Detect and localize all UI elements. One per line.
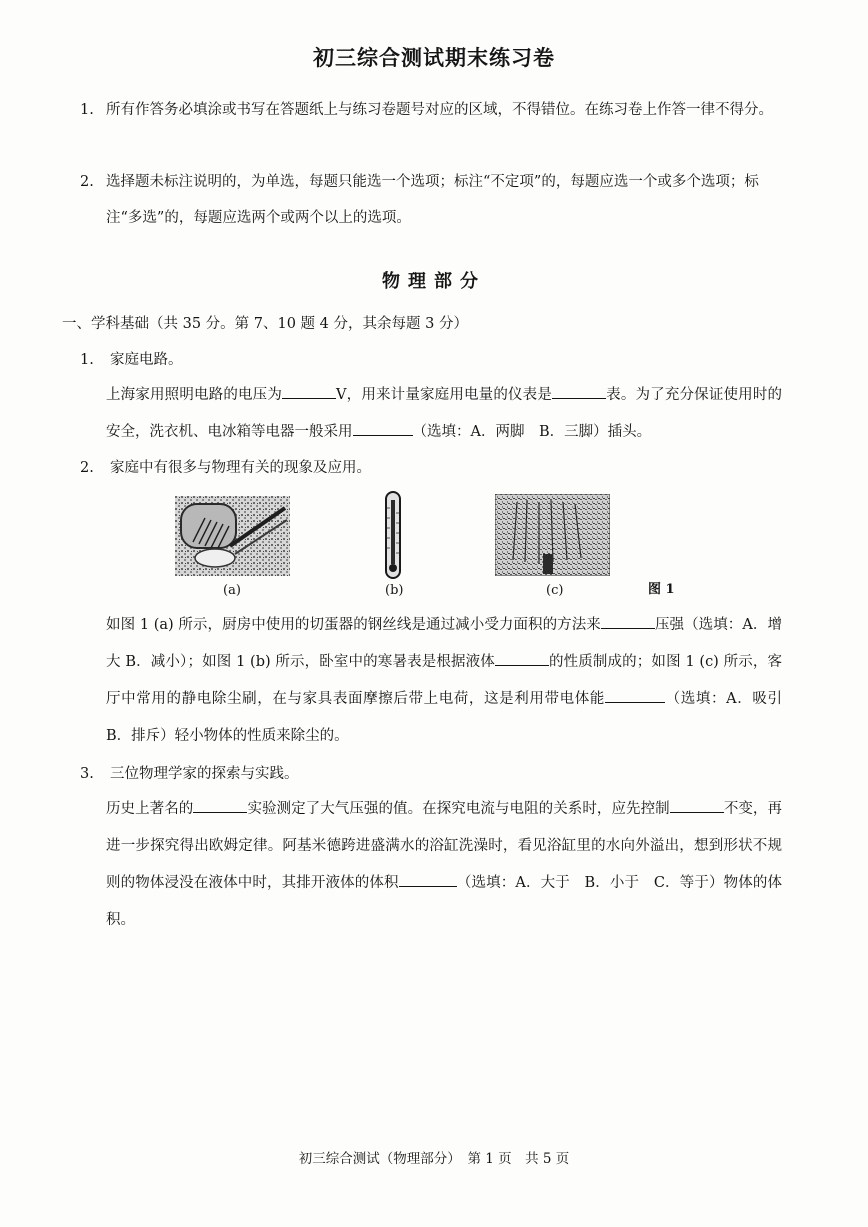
exam-title: 初三综合测试期末练习卷	[313, 45, 555, 70]
answer-blank[interactable]	[353, 421, 413, 436]
question-text: （选填：A．吸引 B．排斥）轻小物体的性质来除尘的。	[106, 691, 797, 744]
answer-blank[interactable]	[193, 798, 247, 813]
question-2-body	[106, 607, 797, 755]
page-footer: 初三综合测试（物理部分） 第 1 页 共 5 页	[298, 1151, 570, 1167]
question-number: 3.	[80, 766, 94, 782]
egg-slicer-image	[175, 496, 290, 576]
question-title: 家庭电路。	[110, 352, 183, 368]
question-1-label	[80, 348, 183, 372]
thermometer-image	[383, 490, 403, 580]
answer-blank[interactable]	[282, 384, 336, 399]
question-text: 上海家用照明电路的电压为	[106, 387, 283, 403]
question-text: 压强（选填：A．增大 B．减小）；如图 1 (b) 所示，卧室中的寒暑表是根据液体	[106, 617, 782, 670]
question-text: 的性质制成的；如图 1 (c) 所示，客厅中常用的静电除尘刷，在与家具表面摩擦后带上电荷，这是利用带电体能	[106, 654, 782, 707]
question-text: （选填：A．大于 B．小于 C．等于）物体的体积。	[106, 875, 782, 928]
answer-blank[interactable]	[605, 688, 665, 703]
instruction-text: 选择题未标注说明的，为单选，每题只能选一个选项；标注“不定项”的，每题应选一个或多个选项；标注“多选”的，每题应选两个或两个以上的选项。	[106, 174, 759, 226]
instruction-1	[80, 92, 790, 128]
question-3-label	[80, 762, 299, 786]
section-title: 物理部分	[382, 271, 486, 292]
part-heading: 一、学科基础（共 35 分。第 7、10 题 4 分，其余每题 3 分）	[62, 316, 468, 332]
question-text: （选填：A．两脚 B．三脚）插头。	[412, 424, 652, 440]
instruction-text: 所有作答务必填涂或书写在答题纸上与练习卷题号对应的区域，不得错位。在练习卷上作答一律不得分。	[106, 102, 773, 118]
question-text: 历史上著名的	[106, 801, 194, 817]
question-title: 家庭中有很多与物理有关的现象及应用。	[110, 460, 371, 476]
question-3-body	[106, 791, 782, 939]
question-text: 如图 1 (a) 所示，厨房中使用的切蛋器的钢丝线是通过减小受力面积的方法来	[106, 617, 601, 633]
answer-blank[interactable]	[670, 798, 724, 813]
question-title: 三位物理学家的探索与实践。	[110, 766, 299, 782]
question-text: 不变，再进一步探究得出欧姆定律。阿基米德跨进盛满水的浴缸洗澡时，看见浴缸里的水向外溢出，想到形状不规则的物体浸没在液体中时，其排开液体的体积	[106, 801, 782, 891]
figure-1	[0, 490, 868, 605]
question-1-body	[106, 377, 782, 451]
instruction-2	[80, 164, 790, 236]
answer-blank[interactable]	[495, 651, 549, 666]
figure-caption-a: (a)	[223, 583, 241, 598]
answer-blank[interactable]	[601, 614, 655, 629]
dust-brush-image	[495, 494, 610, 576]
answer-blank[interactable]	[552, 384, 606, 399]
question-text: V，用来计量家庭用电量的仪表是	[336, 387, 552, 403]
question-2-label	[80, 456, 371, 480]
question-number: 2.	[80, 460, 94, 476]
figure-caption-b: (b)	[385, 583, 404, 598]
question-text: 实验测定了大气压强的值。在探究电流与电阻的关系时，应先控制	[247, 801, 670, 817]
instruction-number: 2.	[80, 174, 94, 190]
question-text: 表。为了充分保证使用时的安全，洗衣机、电冰箱等电器一般采用	[106, 387, 783, 440]
figure-label: 图 1	[648, 582, 675, 597]
question-number: 1.	[80, 352, 94, 368]
answer-blank[interactable]	[399, 872, 457, 887]
figure-caption-c: (c)	[546, 583, 564, 598]
instruction-number: 1.	[80, 102, 94, 118]
